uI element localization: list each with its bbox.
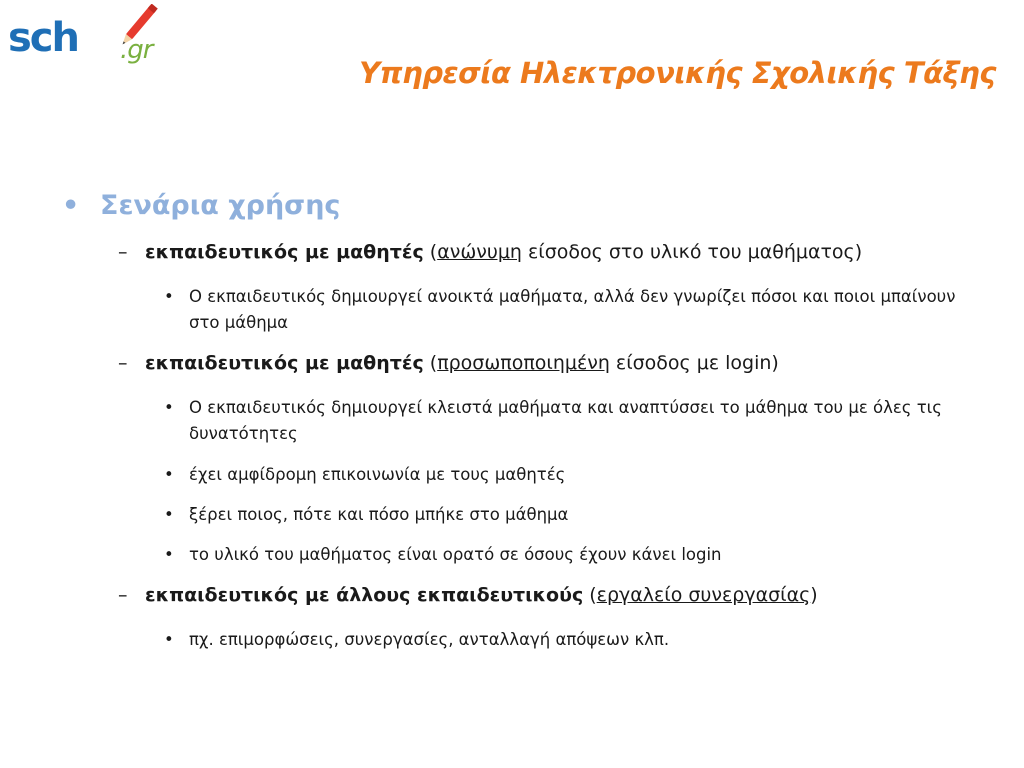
item-bold-text: εκπαιδευτικός με μαθητές	[145, 241, 424, 263]
dash-bullet: –	[118, 352, 128, 374]
item-open-text: (	[423, 241, 438, 263]
item-open-text: (	[423, 352, 438, 374]
sub-bullet: •	[164, 398, 174, 417]
dash-bullet: –	[118, 241, 128, 263]
page-title: Υπηρεσία Ηλεκτρονικής Σχολικής Τάξης	[359, 56, 996, 90]
sub-item-text: Ο εκπαιδευτικός δημιουργεί ανοικτά μαθήματα, αλλά δεν γνωρίζει πόσοι και ποιοι μπαίνουν στο μάθημα	[189, 287, 956, 332]
section-heading-text: Σενάρια χρήσης	[100, 190, 341, 221]
item-close-text: )	[810, 584, 818, 606]
sub-item-text: ξέρει ποιος, πότε και πόσο μπήκε στο μάθημα	[189, 505, 569, 524]
item-rest-text: είσοδος στο υλικό του μαθήματος)	[521, 241, 863, 263]
sub-bullet: •	[164, 505, 174, 524]
sub-item-text: έχει αμφίδρομη επικοινωνία με τους μαθητές	[189, 465, 566, 484]
section-bullet: •	[62, 190, 80, 221]
item-link-text[interactable]: εργαλείο συνεργασίας	[596, 584, 811, 606]
sub-bullet: •	[164, 630, 174, 649]
item-bold-text: εκπαιδευτικός με άλλους εκπαιδευτικούς	[145, 584, 584, 606]
item-open-text: (	[583, 584, 597, 606]
dash-bullet: –	[118, 584, 128, 606]
sub-item-text: το υλικό του μαθήματος είναι ορατό σε όσους έχουν κάνει login	[189, 545, 722, 564]
item-link-text[interactable]: ανώνυμη	[437, 241, 522, 263]
item-rest-text: είσοδος με login)	[609, 352, 779, 374]
sch-logo	[8, 4, 178, 70]
item-bold-text: εκπαιδευτικός με μαθητές	[145, 352, 424, 374]
logo-main-text: sch	[8, 15, 78, 61]
item-link-text[interactable]: προσωποποιημένη	[437, 352, 610, 374]
sub-item-text: πχ. επιμορφώσεις, συνεργασίες, ανταλλαγή απόψεων κλπ.	[189, 630, 670, 649]
sub-item-text: Ο εκπαιδευτικός δημιουργεί κλειστά μαθήματα και αναπτύσσει το μάθημα του με όλες τις δυνατότητες	[189, 398, 942, 443]
sub-bullet: •	[164, 545, 174, 564]
sub-bullet: •	[164, 465, 174, 484]
logo-domain-text: .gr	[120, 35, 153, 65]
sub-bullet: •	[164, 287, 174, 306]
